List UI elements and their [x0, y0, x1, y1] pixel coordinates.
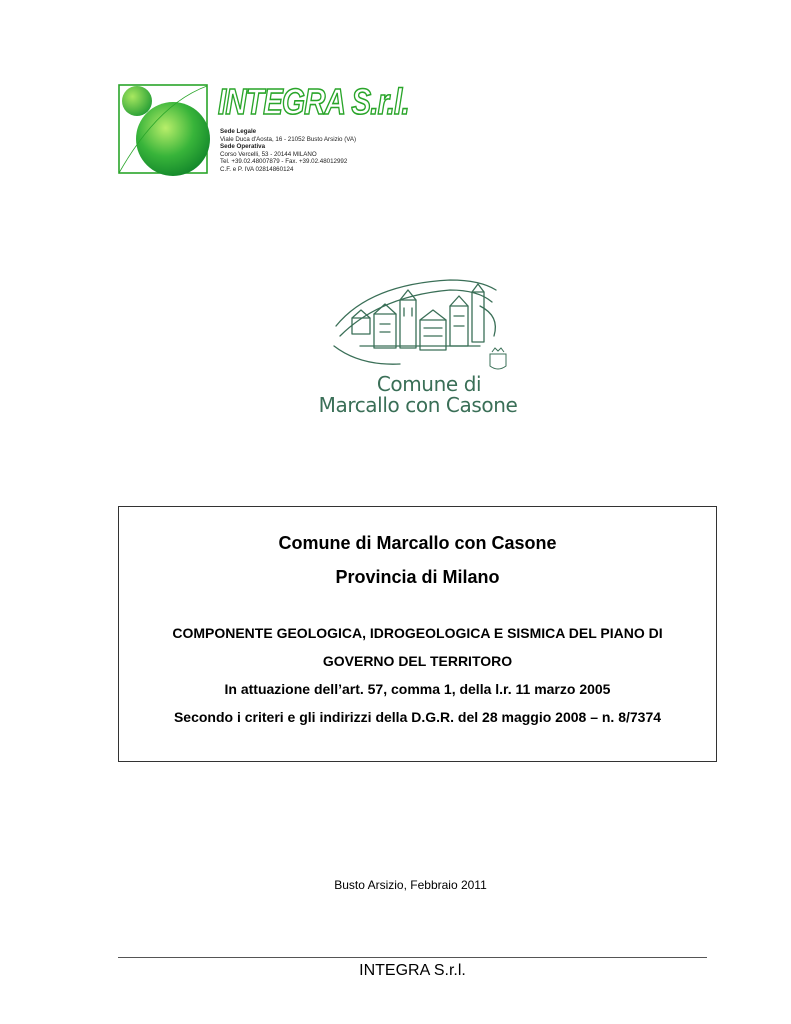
company-address-block	[220, 128, 356, 174]
document-subtitle-line2: GOVERNO DEL TERRITORO	[322, 653, 513, 669]
title-box	[118, 506, 717, 762]
footer-divider	[118, 957, 707, 958]
municipality-name-line1: Comune di	[376, 372, 482, 396]
operating-office-label: Sede Operativa	[220, 143, 266, 151]
municipality-name-line2: Marcallo con Casone	[318, 393, 518, 417]
document-subtitle-line1: COMPONENTE GEOLOGICA, IDROGEOLOGICA E SISMICA DEL PIANO DI	[172, 625, 663, 641]
company-name: INTEGRA S.r.l.	[218, 81, 409, 122]
document-subtitle-line4: Secondo i criteri e gli indirizzi della D.G.R. del 28 maggio 2008 – n. 8/7374	[173, 709, 662, 725]
registered-office-label: Sede Legale	[220, 128, 257, 135]
footer-company-name: INTEGRA S.r.l.	[359, 962, 466, 979]
place-and-date: Busto Arsizio, Febbraio 2011	[334, 878, 487, 892]
document-subtitle-line3: In attuazione dell’art. 57, comma 1, della l.r. 11 marzo 2005	[224, 681, 611, 697]
integra-logo-mark	[118, 84, 210, 176]
registered-office-address: Viale Duca d'Aosta, 16 - 21052 Busto Arsizio (VA)	[220, 135, 357, 143]
document-title-comune: Comune di Marcallo con Casone	[278, 533, 557, 553]
town-illustration	[330, 276, 510, 372]
operating-office-address: Corso Vercelli, 53 - 20144 MILANO	[220, 150, 317, 158]
company-vat: C.F. e P. IVA 02814860124	[220, 165, 294, 173]
municipality-logo	[318, 276, 518, 421]
document-title-provincia: Provincia di Milano	[335, 567, 500, 587]
municipality-name	[318, 374, 518, 416]
company-phone-fax: Tel. +39.02.48007879 - Fax. +39.02.48012992	[220, 158, 348, 166]
company-logo	[118, 81, 409, 176]
